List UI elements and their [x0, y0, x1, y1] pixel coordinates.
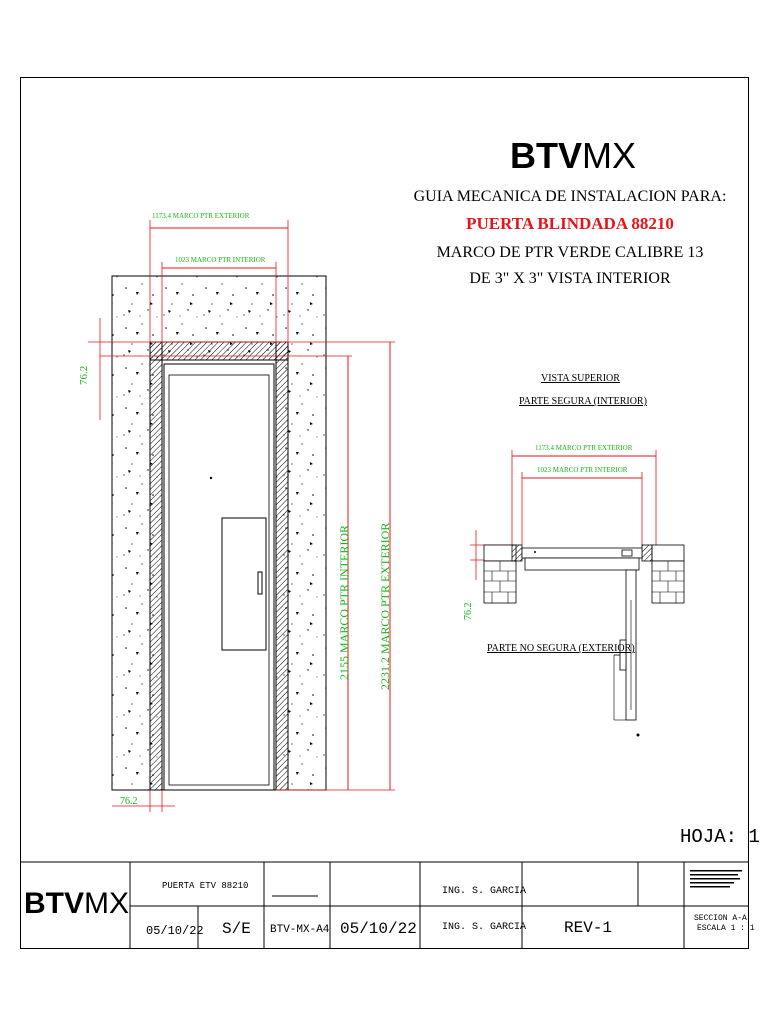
front-dim-bottom: 76.2 — [120, 796, 138, 807]
top-dim-side: 76.2 — [463, 602, 474, 620]
top-dim-inner: 1023 MARCO PTR INTERIOR — [537, 466, 628, 474]
front-dim-top-outer: 1173.4 MARCO PTR EXTERIOR — [152, 212, 250, 220]
tb-revision: REV-1 — [564, 919, 613, 937]
top-view-title-1: VISTA SUPERIOR — [541, 373, 620, 384]
tb-update-date: 05/10/22 — [340, 920, 417, 938]
front-dim-height-outer: 2231.2 MARCO PTR EXTERIOR — [378, 522, 392, 690]
front-dim-top-inner: 1023 MARCO PTR INTERIOR — [175, 256, 266, 264]
title-line-4: DE 3" X 3" VISTA INTERIOR — [469, 270, 671, 287]
tb-section: SECCION A-A — [694, 914, 747, 923]
top-view-exterior-label: PARTE NO SEGURA (EXTERIOR) — [487, 643, 635, 654]
tb-logo-suffix: MX — [84, 887, 129, 920]
logo-suffix: MX — [582, 135, 636, 176]
title-line-2: PUERTA BLINDADA 88210 — [466, 214, 674, 233]
tb-drawn-by: ING. S. GARCIA — [442, 886, 527, 897]
front-dim-height-inner: 2155 MARCO PTR INTERIOR — [337, 524, 351, 680]
logo-mark: BTV — [510, 135, 582, 176]
tb-scale: S/E — [222, 920, 251, 938]
title-line-3: MARCO DE PTR VERDE CALIBRE 13 — [436, 244, 704, 261]
top-view-title-2: PARTE SEGURA (INTERIOR) — [519, 396, 647, 407]
tb-date: 05/10/22 — [146, 924, 204, 938]
sheet-label: HOJA: — [680, 826, 738, 848]
tb-project: PUERTA ETV 88210 — [162, 881, 249, 891]
tb-scale-note: ESCALA 1 : 1 — [697, 924, 755, 933]
tb-reviewed-by: ING. S. GARCIA — [442, 922, 527, 933]
top-dim-outer: 1173.4 MARCO PTR EXTERIOR — [535, 444, 633, 452]
tb-logo-mark: BTV — [24, 887, 84, 920]
title-block-logo — [24, 887, 129, 921]
sheet-value: 1 — [748, 826, 760, 848]
title-line-1: GUIA MECANICA DE INSTALACION PARA: — [413, 188, 727, 205]
front-dim-left: 76.2 — [78, 365, 90, 385]
tb-drawing-no: BTV-MX-A4 — [270, 924, 330, 936]
